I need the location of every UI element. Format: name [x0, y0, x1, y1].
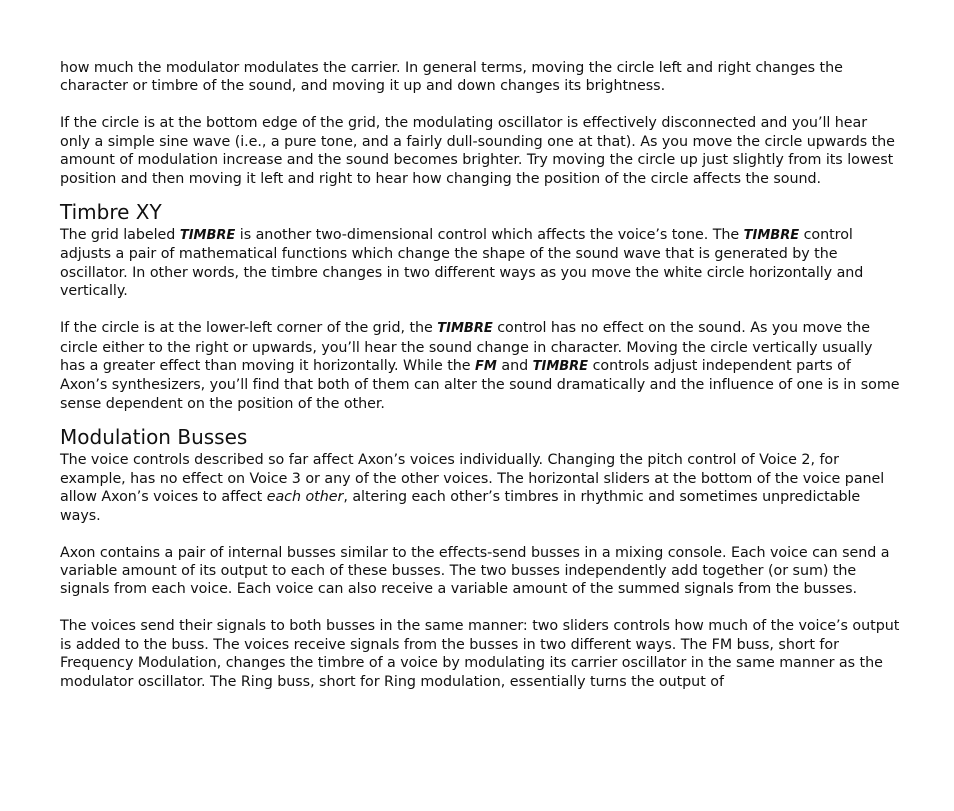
keyword-timbre: TIMBRE — [743, 228, 800, 244]
section-heading-modulation-busses: Modulation Busses — [60, 425, 248, 450]
modulation-paragraph-3: The voices send their signals to both busses in the same manner: two sliders controls how much of the voice’s output is added to the buss. The voices receive signals from the busses in two different ways. The FM buss, short for Frequency Modulation, changes the timbre of a voice by modulating its carrier oscillator in the same manner as the modulator oscillator. The Ring buss, short for Ring modulation, essentially turns the output of — [60, 618, 900, 690]
paragraph-gap — [60, 599, 900, 618]
modulation-paragraph-1 — [60, 451, 900, 525]
paragraph-gap — [60, 96, 900, 115]
heading-gap — [60, 188, 900, 200]
keyword-timbre: TIMBRE — [179, 228, 236, 244]
text-run: The voice controls described so far affect Axon’s voices individually. Changing the pitch control of Voice 2, for example, has no effect on Voice 3 or any of the other voices. The horizontal sliders at the bottom of the voice panel allow Axon’s voices to affect — [60, 452, 885, 506]
paragraph-gap — [60, 301, 900, 320]
keyword-timbre: TIMBRE — [437, 321, 493, 337]
paragraph-gap — [60, 525, 900, 544]
text-run: and — [496, 358, 533, 375]
text-run: The grid labeled — [60, 227, 180, 244]
emphasis-each-other: each other — [266, 489, 344, 506]
keyword-fm: FM — [475, 359, 497, 375]
text-run: controls adjust independent parts of Axon’s synthesizers, you’ll find that both of them can alter the sound dramatically and the influence of one is in some sense dependent on the position of the other. — [60, 358, 900, 412]
modulation-paragraph-2: Axon contains a pair of internal busses similar to the effects-send busses in a mixing console. Each voice can send a variable amount of its output to each of these busses. The two busses independently add together (or sum) the signals from each voice. Each voice can also receive a variable amount of the summed signals from the busses. — [60, 544, 890, 598]
timbre-paragraph-2 — [60, 319, 900, 413]
heading-gap — [60, 413, 900, 425]
intro-paragraph-2: If the circle is at the bottom edge of the grid, the modulating oscillator is effectively disconnected and you’ll hear only a simple sine wave (i.e., a pure tone, and a fairly dull-sounding one at that). As you move the circle upwards the amount of modulation increase and the sound becomes brighter. Try moving the circle up just slightly from its lowest position and then moving it left and right to hear how changing the position of the circle affects the sound. — [60, 115, 895, 187]
section-heading-timbre-xy: Timbre XY — [60, 200, 162, 225]
timbre-paragraph-1 — [60, 226, 900, 301]
text-run: , altering each other’s timbres in rhythmic and sometimes unpredictable ways. — [60, 489, 861, 524]
keyword-timbre: TIMBRE — [532, 359, 589, 375]
text-run: control adjusts a pair of mathematical functions which change the shape of the sound wave that is generated by the oscillator. In other words, the timbre changes in two different ways as you move the white circle horizontally and vertically. — [60, 227, 864, 300]
text-run: If the circle is at the lower-left corner of the grid, the — [60, 320, 438, 337]
text-run: is another two-dimensional control which affects the voice’s tone. The — [235, 227, 744, 244]
document-page — [60, 59, 900, 691]
text-run: control has no effect on the sound. As you move the circle either to the right or upwards, you’ll hear the sound change in character. Moving the circle vertically usually has a greater effect than moving it horizontally. While the — [60, 320, 873, 375]
intro-paragraph-1: how much the modulator modulates the carrier. In general terms, moving the circle left and right changes the character or timbre of the sound, and moving it up and down changes its brightness. — [60, 60, 843, 95]
